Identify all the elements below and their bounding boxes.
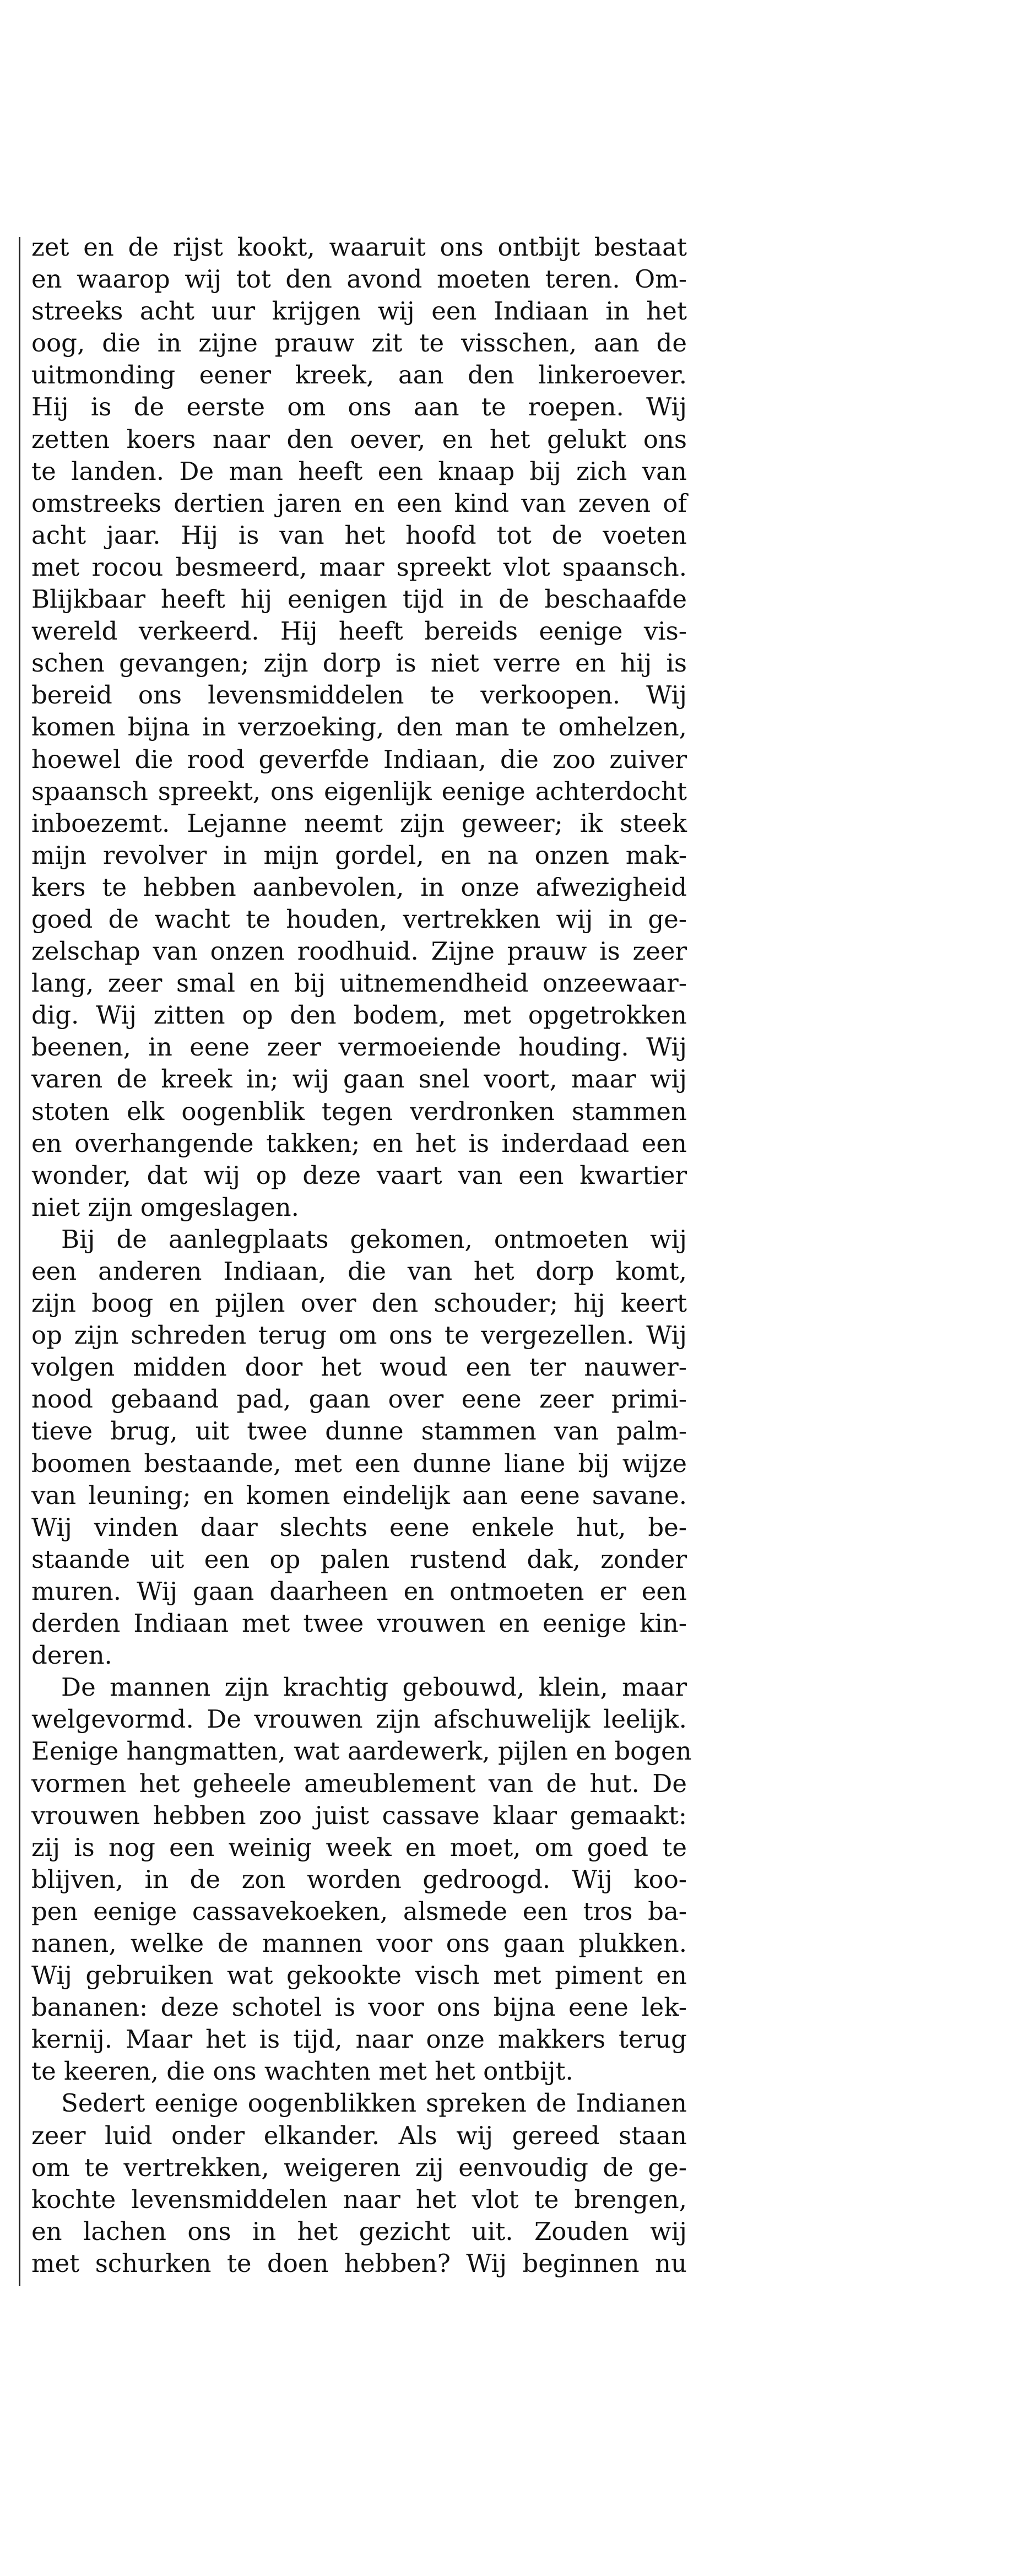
text-line: en lachen ons in het gezicht uit. Zouden wij	[31, 2216, 687, 2246]
text-line: spaansch spreekt, ons eigenlijk eenige achterdocht	[31, 776, 687, 806]
text-line: pen eenige cassavekoeken, alsmede een tros ba-	[31, 1896, 687, 1926]
paragraph	[31, 1671, 692, 2087]
text-line: acht jaar. Hij is van het hoofd tot de voeten	[31, 520, 687, 550]
text-line: volgen midden door het woud een ter nauwer-	[31, 1352, 687, 1382]
text-line: niet zijn omgeslagen.	[31, 1192, 299, 1222]
text-line: Sedert eenige oogenblikken spreken de Indianen	[61, 2088, 687, 2118]
text-line: schen gevangen; zijn dorp is niet verre en hij is	[31, 648, 687, 678]
text-line: een anderen Indiaan, die van het dorp komt,	[31, 1257, 687, 1286]
text-line: zetten koers naar den oever, en het gelukt ons	[31, 424, 687, 454]
text-line: hoewel die rood geverfde Indiaan, die zoo zuiver	[31, 744, 687, 774]
margin-rule	[19, 237, 20, 2286]
paragraph	[31, 2087, 687, 2280]
text-line: zeer luid onder elkander. Als wij gereed staan	[31, 2120, 687, 2150]
text-line: te landen. De man heeft een knaap bij zich van	[31, 456, 687, 486]
text-line: bananen: deze schotel is voor ons bijna eene lek-	[31, 1993, 687, 2022]
text-line: zet en de rijst kookt, waaruit ons ontbijt bestaat	[31, 232, 687, 262]
text-line: om te vertrekken, weigeren zij eenvoudig de ge-	[31, 2152, 687, 2182]
text-line: Bij de aanlegplaats gekomen, ontmoeten wij	[61, 1224, 687, 1254]
text-line: welgevormd. De vrouwen zijn afschuwelijk leelijk.	[31, 1704, 687, 1734]
text-line: nanen, welke de mannen voor ons gaan plukken.	[31, 1928, 687, 1958]
text-line: beenen, in eene zeer vermoeiende houding. Wij	[31, 1032, 687, 1062]
paragraph	[31, 231, 687, 1224]
text-line: met rocou besmeerd, maar spreekt vlot spaansch.	[31, 552, 687, 582]
text-line: nood gebaand pad, gaan over eene zeer primi-	[31, 1384, 687, 1414]
text-line: omstreeks dertien jaren en een kind van zeven of	[31, 488, 687, 518]
text-line: zij is nog een weinig week en moet, om goed te	[31, 1832, 687, 1862]
text-line: en overhangende takken; en het is inderdaad een	[31, 1128, 687, 1158]
text-line: uitmonding eener kreek, aan den linkeroever.	[31, 360, 687, 390]
text-line: met schurken te doen hebben? Wij beginnen nu	[31, 2248, 687, 2278]
text-line: dig. Wij zitten op den bodem, met opgetrokken	[31, 1000, 687, 1030]
text-line: inboezemt. Lejanne neemt zijn geweer; ik steek	[31, 808, 687, 838]
text-line: goed de wacht te houden, vertrekken wij in ge-	[31, 904, 687, 934]
text-line: mijn revolver in mijn gordel, en na onzen mak-	[31, 840, 687, 870]
text-line: kernij. Maar het is tijd, naar onze makkers terug	[31, 2025, 687, 2054]
text-line: boomen bestaande, met een dunne liane bij wijze	[31, 1448, 687, 1478]
text-line: vormen het geheele ameublement van de hut. De	[31, 1768, 687, 1798]
text-line: kers te hebben aanbevolen, in onze afwezigheid	[31, 872, 687, 902]
text-line: De mannen zijn krachtig gebouwd, klein, maar	[61, 1673, 687, 1702]
text-line: zijn boog en pijlen over den schouder; hij keert	[31, 1289, 687, 1318]
paragraph	[31, 1224, 687, 1671]
text-line: tieve brug, uit twee dunne stammen van palm-	[31, 1416, 687, 1446]
text-line: Blijkbaar heeft hij eenigen tijd in de beschaafde	[31, 585, 687, 614]
text-line: op zijn schreden terug om ons te vergezellen. Wij	[31, 1321, 687, 1350]
text-line: Hij is de eerste om ons aan te roepen. Wij	[31, 392, 687, 422]
text-line: varen de kreek in; wij gaan snel voort, maar wij	[31, 1064, 687, 1094]
text-line: muren. Wij gaan daarheen en ontmoeten er een	[31, 1576, 687, 1606]
body-text	[31, 231, 692, 2280]
text-line: Wij vinden daar slechts eene enkele hut, be-	[31, 1512, 687, 1542]
text-line: Wij gebruiken wat gekookte visch met piment en	[31, 1961, 687, 1990]
text-line: te keeren, die ons wachten met het ontbijt.	[31, 2057, 573, 2086]
text-line: oog, die in zijne prauw zit te visschen, aan de	[31, 328, 687, 358]
text-line: wereld verkeerd. Hij heeft bereids eenige vis-	[31, 616, 687, 646]
text-line: deren.	[31, 1641, 112, 1670]
text-line: lang, zeer smal en bij uitnemendheid onzeewaar-	[31, 968, 687, 998]
text-line: Eenige hangmatten, wat aardewerk, pijlen en bogen	[31, 1736, 692, 1766]
text-line: zelschap van onzen roodhuid. Zijne prauw is zeer	[31, 937, 687, 966]
text-line: blijven, in de zon worden gedroogd. Wij koo-	[31, 1864, 687, 1894]
text-line: derden Indiaan met twee vrouwen en eenige kin-	[31, 1609, 687, 1638]
text-line: vrouwen hebben zoo juist cassave klaar gemaakt:	[31, 1800, 687, 1830]
text-line: bereid ons levensmiddelen te verkoopen. Wij	[31, 680, 687, 710]
text-line: stoten elk oogenblik tegen verdronken stammen	[31, 1096, 687, 1126]
text-line: streeks acht uur krijgen wij een Indiaan in het	[31, 296, 687, 326]
text-line: kochte levensmiddelen naar het vlot te brengen,	[31, 2184, 687, 2214]
text-line: van leuning; en komen eindelijk aan eene savane.	[31, 1480, 687, 1510]
text-line: en waarop wij tot den avond moeten teren. Om-	[31, 264, 687, 294]
text-line: wonder, dat wij op deze vaart van een kwartier	[31, 1160, 687, 1190]
text-line: komen bijna in verzoeking, den man te omhelzen,	[31, 712, 687, 742]
text-line: staande uit een op palen rustend dak, zonder	[31, 1544, 687, 1574]
